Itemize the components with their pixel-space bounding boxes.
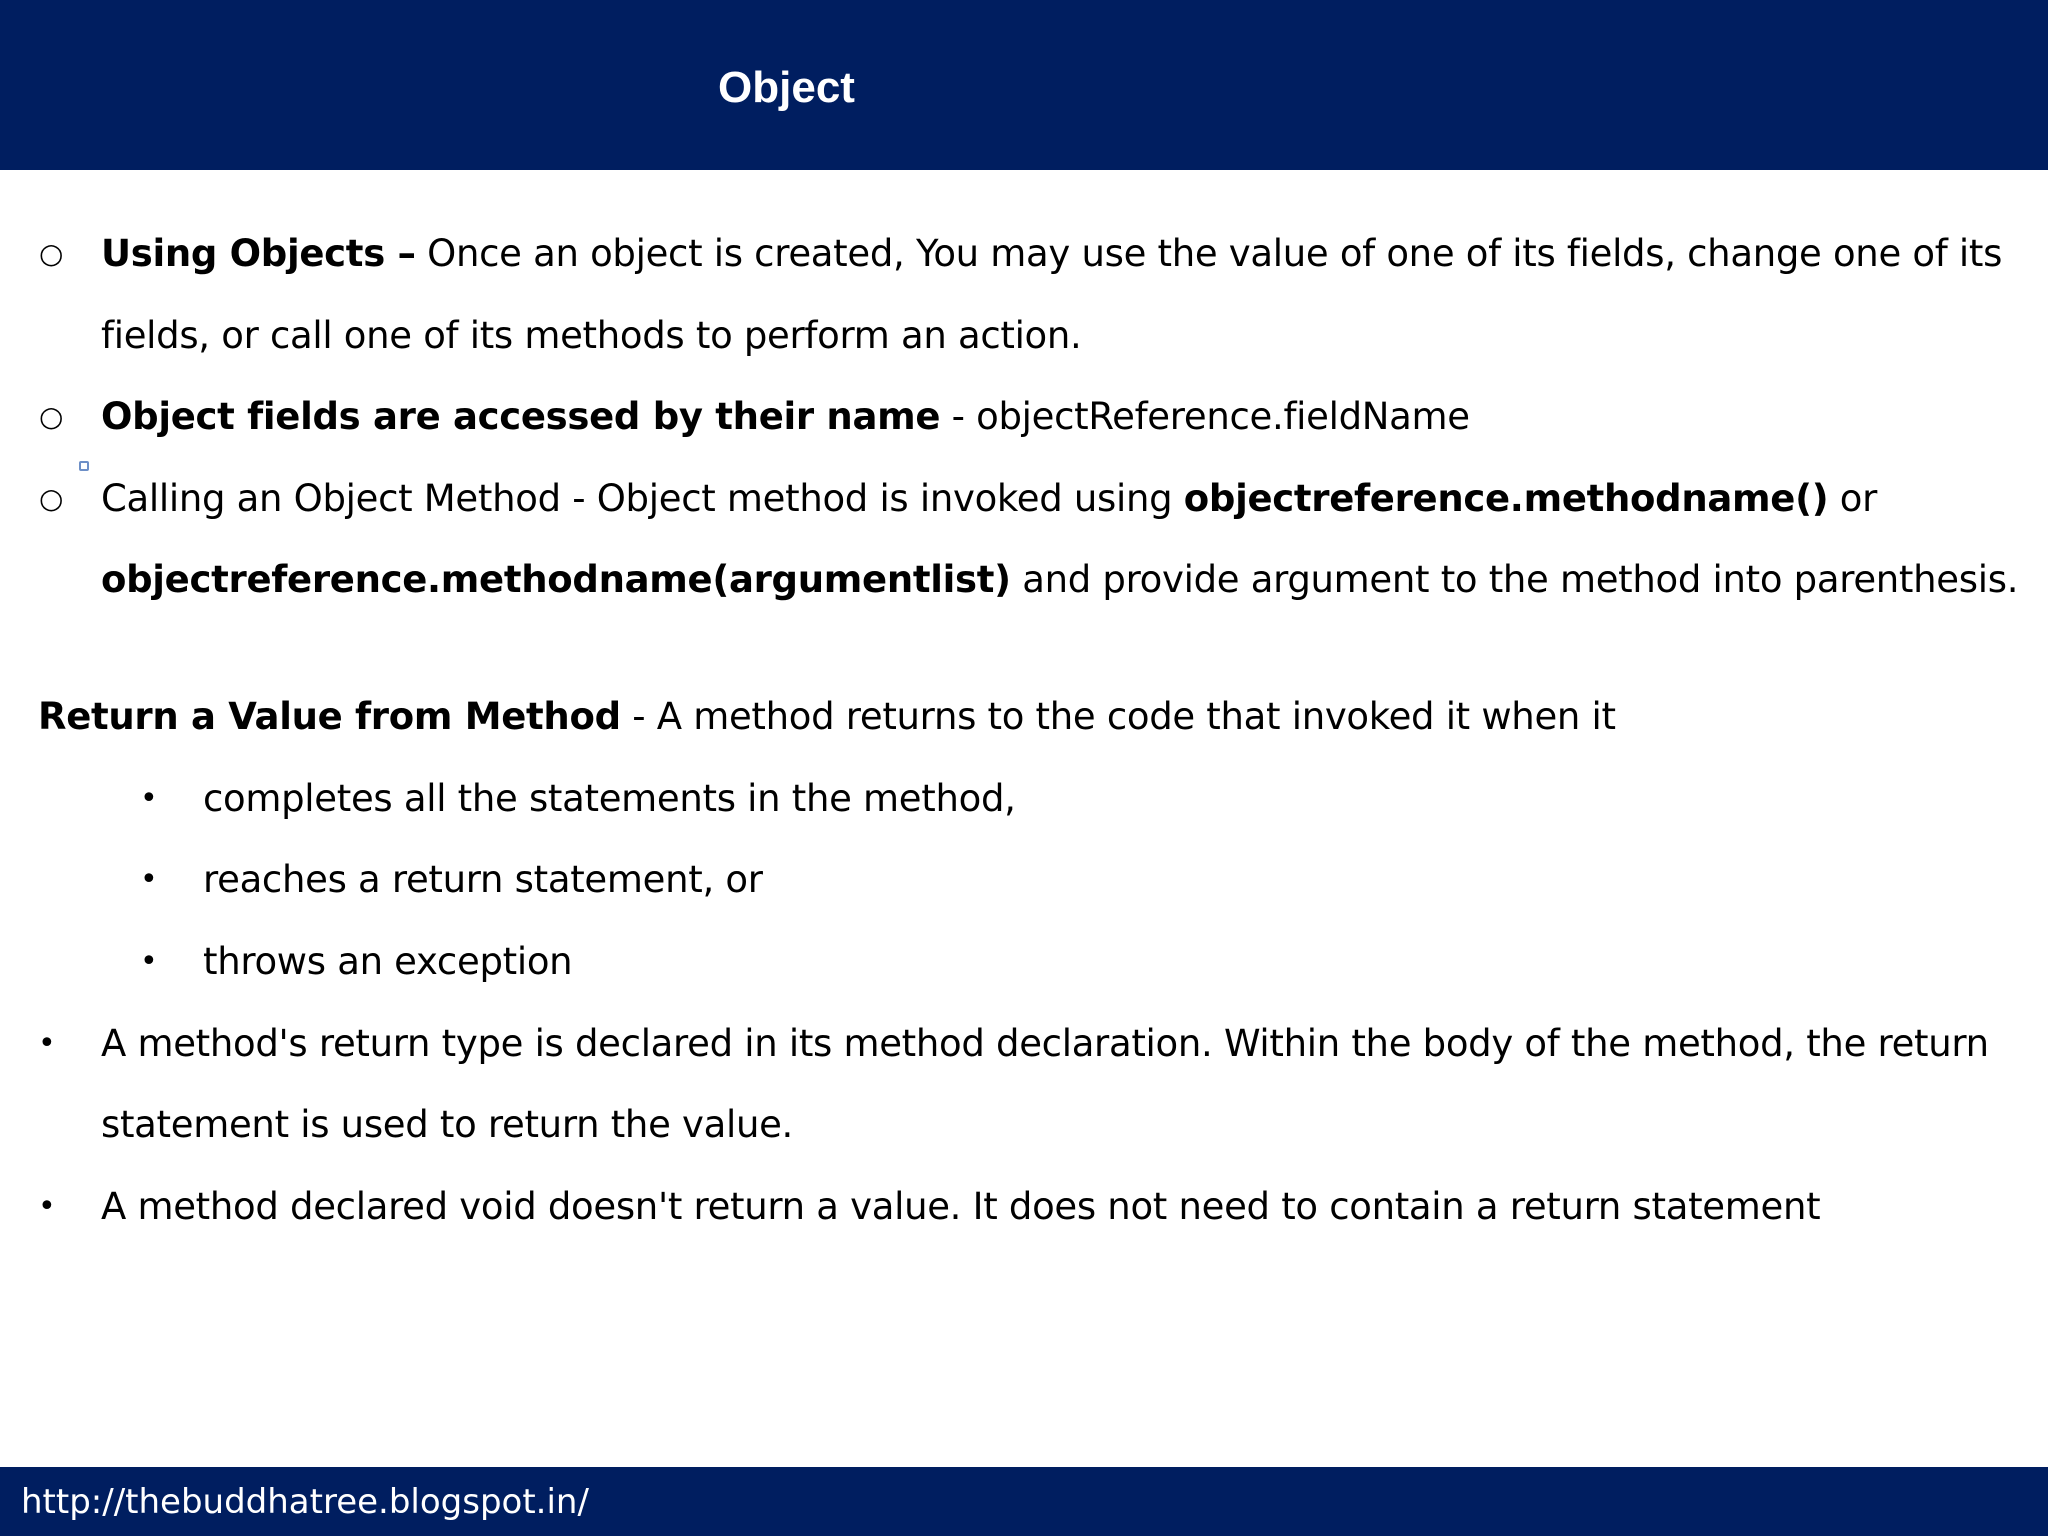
bullet-calling-method [101,474,1877,524]
point-void-method: A method declared void doesn't return a value. It does not need to contain a return statement [101,1185,1821,1228]
dot-bullet-icon: • [38,1189,56,1224]
slide-footer [0,1467,2048,1536]
dot-bullet-icon: • [140,944,158,979]
point-return-type: A method's return type is declared in its method declaration. Within the body of the method, the return [101,1022,1989,1065]
circle-bullet-icon: ○ [39,237,64,270]
anchor-icon [79,461,89,471]
bullet-bold-label: Using Objects – [101,232,416,275]
dot-bullet-icon: • [140,862,158,897]
list-item: completes all the statements in the method, [203,777,1016,820]
bullet-bold-code: objectreference.methodname() [1183,477,1829,520]
bullet-object-fields [101,392,1470,442]
bullet-bold-code: objectreference.methodname(argumentlist) [101,558,1011,601]
list-item: reaches a return statement, or [203,858,763,901]
bullet-text: - objectReference.fieldName [940,395,1470,438]
bullet-bold-label: Object fields are accessed by their name [101,395,941,438]
bullet-text: Once an object is created, You may use the value of one of its fields, change one of its [415,232,2003,275]
list-item: throws an exception [203,940,573,983]
return-heading-text: - A method returns to the code that invoked it when it [620,695,1616,738]
bullet-text: Calling an Object Method - Object method is invoked using [101,477,1184,520]
circle-bullet-icon: ○ [39,482,64,515]
slide-title: Object [718,63,855,112]
bullet-using-objects-continuation: fields, or call one of its methods to perform an action. [101,314,1082,357]
return-heading-bold: Return a Value from Method [38,695,621,738]
return-heading [38,692,1616,742]
circle-bullet-icon: ○ [39,400,64,433]
bullet-calling-method-continuation [101,555,2018,605]
point-return-type-continuation: statement is used to return the value. [101,1103,794,1146]
dot-bullet-icon: • [38,1026,56,1061]
bullet-text: or [1828,477,1878,520]
dot-bullet-icon: • [140,781,158,816]
bullet-text: and provide argument to the method into parenthesis. [1010,558,2019,601]
footer-url: http://thebuddhatree.blogspot.in/ [21,1482,589,1522]
bullet-using-objects [101,229,2002,279]
